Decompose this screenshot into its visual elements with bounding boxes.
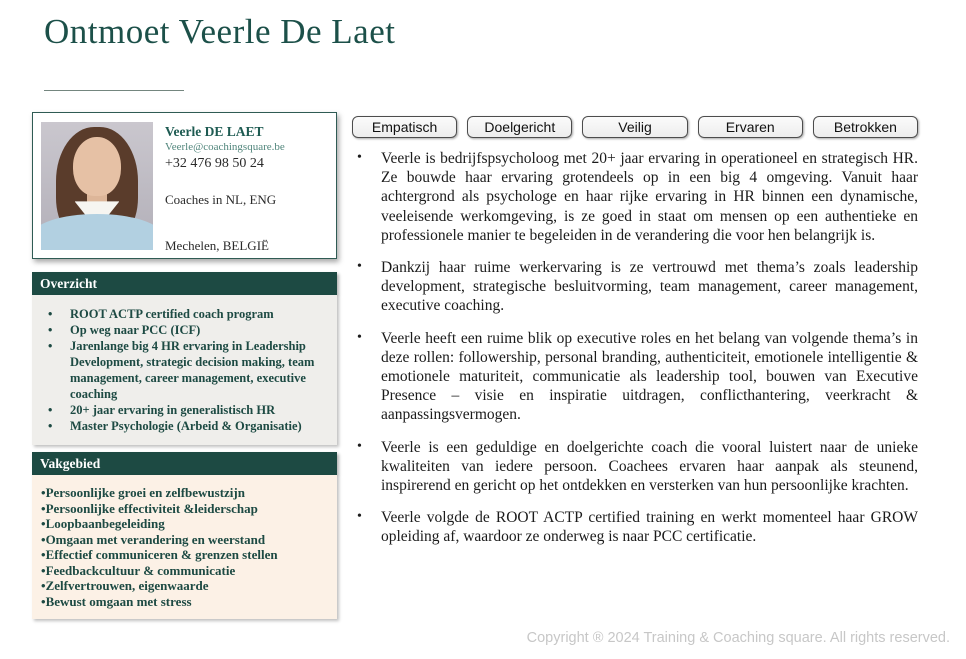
trait-badge-doelgericht: Doelgericht xyxy=(467,116,572,138)
list-item: • Zelfvertrouwen, eigenwaarde xyxy=(41,578,331,594)
paragraph-text: Veerle is bedrijfspsycholoog met 20+ jaar ervaring in operationeel en strategisch HR. Ze bouwde haar ervaring grotendeels op in een big 4 omgeving. Vanuit haar achtergrond als psychologe en haar rijke ervaring in HR binnen een dynamische, veeleisende werkomgeving, is ze goed in staat om mensen op een authentieke en professionele manier te begeleiden in de verandering die voor hen belangrijk is. xyxy=(381,150,918,244)
bio-paragraphs xyxy=(352,149,918,560)
paragraph-text: Veerle is een geduldige en doelgerichte coach die vooral luistert naar de unieke kwaliteiten van iedere persoon. Coachees ervaren haar aanpak als steunend, inspirerend en gericht op het ontdekken en versterken van hun persoonlijke krachten. xyxy=(381,438,918,495)
trait-badge-betrokken: Betrokken xyxy=(813,116,918,138)
contact-block xyxy=(165,124,333,254)
list-item: • Op weg naar PCC (ICF) xyxy=(32,322,331,338)
copyright-footer: Copyright ® 2024 Training & Coaching square. All rights reserved. xyxy=(526,630,950,646)
trait-badge-ervaren: Ervaren xyxy=(698,116,803,138)
list-item: • Bewust omgaan met stress xyxy=(41,594,331,610)
bullet-icon: • xyxy=(357,438,362,454)
overzicht-header: Overzicht xyxy=(32,272,337,295)
business-card xyxy=(32,112,337,259)
contact-location: Mechelen, BELGIË xyxy=(165,238,269,253)
vakgebied-list xyxy=(32,475,337,619)
photo-sweater-shape xyxy=(41,214,153,250)
vakgebied-header: Vakgebied xyxy=(32,452,337,475)
vakgebied-panel xyxy=(32,452,337,619)
bullet-paragraph xyxy=(352,508,918,546)
list-item: • 20+ jaar ervaring in generalistisch HR xyxy=(32,402,331,418)
bullet-icon: • xyxy=(357,150,362,165)
contact-phone: +32 476 98 50 24 xyxy=(165,156,264,171)
trait-badge-empatisch: Empatisch xyxy=(352,116,457,138)
list-item: • Omgaan met verandering en weerstand xyxy=(41,532,331,548)
bullet-paragraph xyxy=(352,258,918,316)
list-item: • Persoonlijke groei en zelfbewustzijn xyxy=(41,485,331,501)
paragraph-text: Dankzij haar ruime werkervaring is ze vertrouwd met thema’s zoals leadership development, strategische besluitvorming, team management, career management, executive coaching. xyxy=(381,259,918,315)
bullet-paragraph xyxy=(352,149,918,245)
list-item: • Loopbaanbegeleiding xyxy=(41,516,331,532)
bullet-icon: • xyxy=(357,329,362,345)
bullet-paragraph xyxy=(352,329,918,425)
contact-name: Veerle DE LAET xyxy=(165,124,264,139)
title-underline xyxy=(44,90,184,91)
list-item: • ROOT ACTP certified coach program xyxy=(32,306,331,322)
trait-badges-row xyxy=(352,116,918,138)
list-item: • Effectief communiceren & grenzen stellen xyxy=(41,547,331,563)
profile-photo xyxy=(41,122,153,250)
list-item: • Feedbackcultuur & communicatie xyxy=(41,563,331,579)
bullet-icon: • xyxy=(357,259,362,275)
paragraph-text: Veerle volgde de ROOT ACTP certified training en werkt momenteel haar GROW opleiding af, waardoor ze onderweg is naar PCC certificatie. xyxy=(381,509,918,546)
paragraph-text: Veerle heeft een ruime blik op executive roles en het belang van volgende thema’s in deze rollen: followership, personal branding, authenticiteit, emotionele intelligentie & emotionele maturiteit, communicatie als leadership tool, bouwen van Executive Presence – visie en inspiratie uitdragen, conflicthantering, veerkracht & aanpassingsvermogen. xyxy=(381,329,918,424)
contact-languages: Coaches in NL, ENG xyxy=(165,192,277,207)
photo-face-shape xyxy=(73,137,120,196)
trait-badge-veilig: Veilig xyxy=(582,116,687,138)
list-item: • Persoonlijke effectiviteit &leiderschap xyxy=(41,501,331,517)
list-item: • Jarenlange big 4 HR ervaring in Leadership Development, strategic decision making, team management, career management, executive coaching xyxy=(32,338,331,402)
contact-email: Veerle@coachingsquare.be xyxy=(165,141,285,153)
overzicht-panel xyxy=(32,272,337,445)
bullet-icon: • xyxy=(357,509,362,525)
page-title: Ontmoet Veerle De Laet xyxy=(44,12,396,51)
overzicht-list xyxy=(32,295,337,445)
bullet-paragraph xyxy=(352,438,918,496)
list-item: • Master Psychologie (Arbeid & Organisatie) xyxy=(32,418,331,434)
